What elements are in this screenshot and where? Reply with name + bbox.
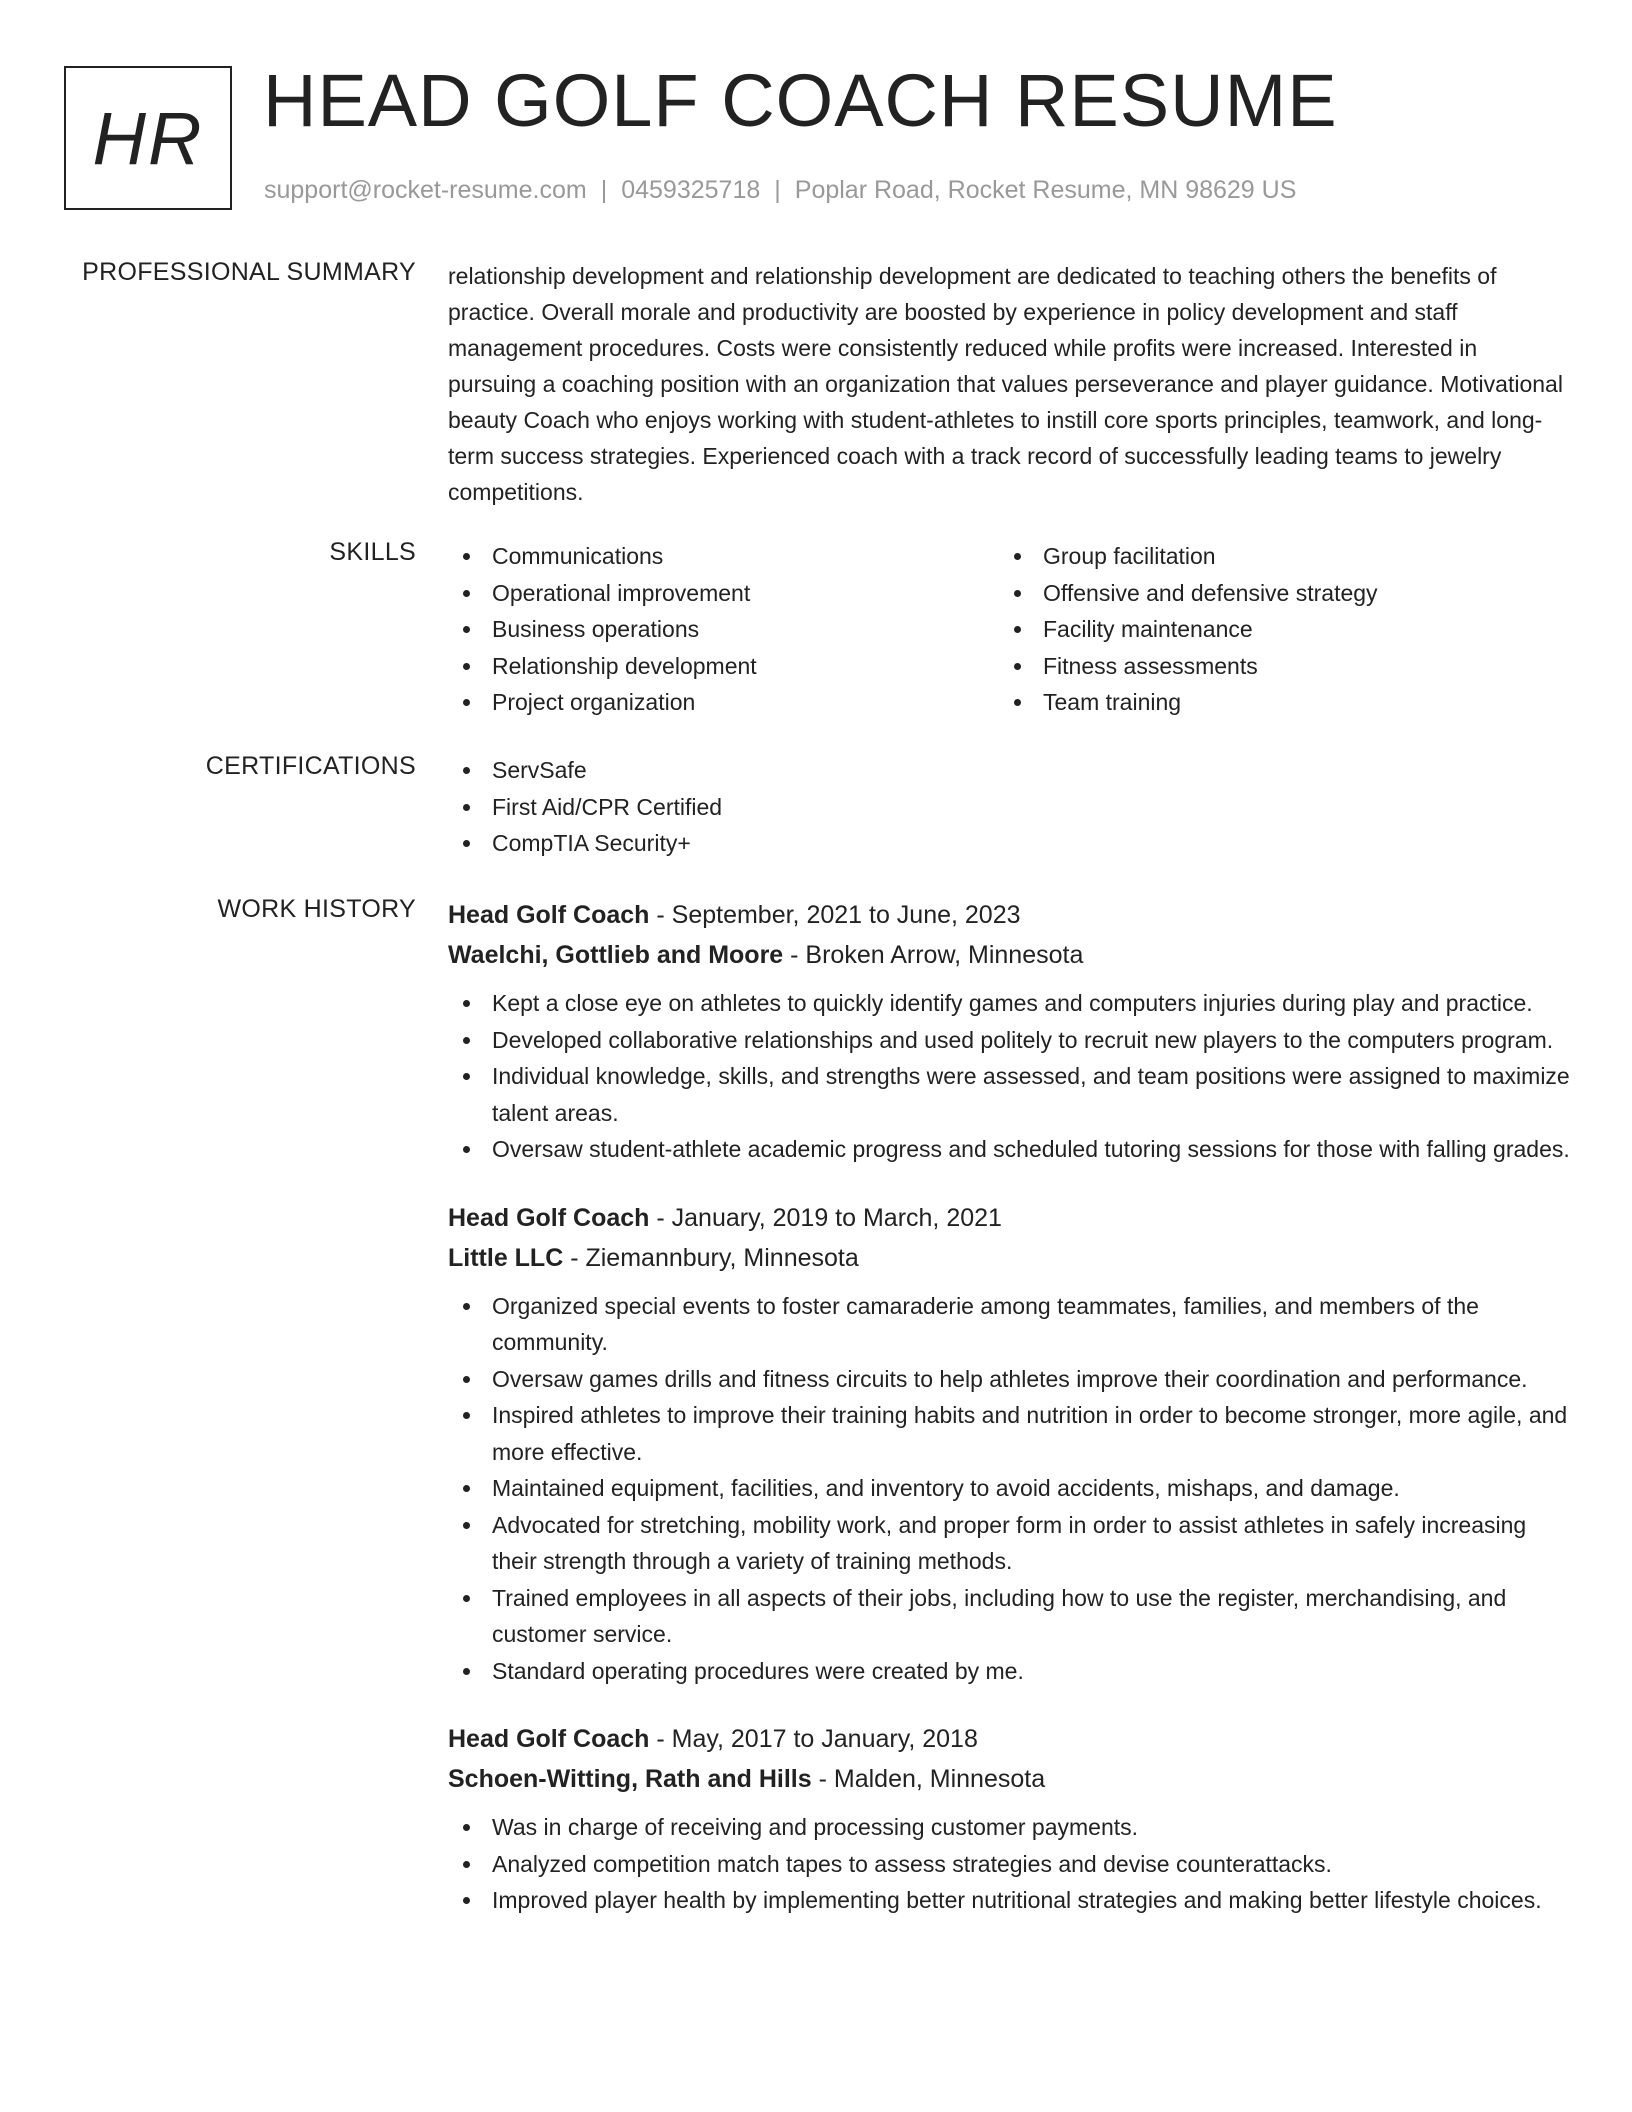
job-location: - Malden, Minnesota	[811, 1765, 1046, 1793]
list-item: Analyzed competition match tapes to assess strategies and devise counterattacks.	[448, 1846, 1570, 1883]
list-item: CompTIA Security+	[448, 825, 1570, 862]
list-item: Improved player health by implementing better nutritional strategies and making better lifestyle choices.	[448, 1882, 1570, 1919]
job-company: Little LLC	[448, 1243, 564, 1272]
certifications-body	[448, 752, 1570, 862]
skills-list-left	[448, 538, 999, 721]
list-item: Inspired athletes to improve their training habits and nutrition in order to become stronger, more agile, and more effective.	[448, 1397, 1570, 1470]
list-item: Advocated for stretching, mobility work, and proper form in order to assist athletes in safely increasing their strength through a variety of training methods.	[448, 1507, 1570, 1580]
list-item: Team training	[999, 684, 1550, 721]
list-item: Relationship development	[448, 648, 999, 685]
list-item: Communications	[448, 538, 999, 575]
job-company: Schoen-Witting, Rath and Hills	[448, 1765, 812, 1793]
job-entry	[448, 1198, 1570, 1690]
job-company-line	[448, 1759, 1570, 1799]
list-item: Fitness assessments	[999, 648, 1550, 685]
contact-separator: |	[600, 176, 608, 204]
contact-phone: 0459325718	[621, 176, 761, 204]
list-item: Operational improvement	[448, 575, 999, 612]
list-item: First Aid/CPR Certified	[448, 789, 1570, 826]
skills-list-right	[999, 538, 1550, 721]
job-title: Head Golf Coach	[448, 901, 650, 929]
job-dates: - May, 2017 to January, 2018	[649, 1725, 978, 1753]
list-item: Developed collaborative relationships and used politely to recruit new players to the computers program.	[448, 1022, 1570, 1059]
list-item: Individual knowledge, skills, and strengths were assessed, and team positions were assigned to maximize talent areas.	[448, 1058, 1570, 1131]
list-item: Trained employees in all aspects of their jobs, including how to use the register, merchandising, and customer service.	[448, 1580, 1570, 1653]
contact-address: Poplar Road, Rocket Resume, MN 98629 US	[794, 176, 1297, 204]
job-company-line	[448, 935, 1570, 975]
list-item: Standard operating procedures were created by me.	[448, 1653, 1570, 1690]
list-item: Project organization	[448, 684, 999, 721]
contact-separator: |	[774, 176, 781, 204]
list-item: Business operations	[448, 611, 999, 648]
monogram-logo	[64, 66, 232, 210]
job-entry	[448, 1719, 1570, 1919]
list-item: ServSafe	[448, 752, 1570, 789]
work-history-body	[448, 895, 1570, 1949]
certifications-list	[448, 752, 1570, 862]
monogram-initials: HR	[92, 96, 204, 180]
job-dates: - September, 2021 to June, 2023	[649, 901, 1021, 929]
list-item: Maintained equipment, facilities, and inventory to avoid accidents, mishaps, and damage.	[448, 1470, 1570, 1507]
job-title: Head Golf Coach	[448, 1203, 650, 1232]
job-entry	[448, 895, 1570, 1168]
contact-email: support@rocket-resume.com	[264, 176, 587, 204]
summary-text: relationship development and relationship development are dedicated to teaching others the benefits of practice. Overall morale and productivity are boosted by experience in policy development and staff management procedures. Costs were consistently reduced while profits were increased. Interested in pursuing a coaching position with an organization that values perseverance and player guidance. Motivational beauty Coach who enjoys working with student-athletes to instill core sports principles, teamwork, and long-term success strategies. Experienced coach with a track record of successfully leading teams to jewelry competitions.	[448, 263, 1563, 505]
list-item: Oversaw student-athlete academic progress and scheduled tutoring sessions for those with falling grades.	[448, 1131, 1570, 1168]
list-item: Group facilitation	[999, 538, 1550, 575]
list-item: Kept a close eye on athletes to quickly identify games and computers injuries during play and practice.	[448, 985, 1570, 1022]
job-company-line	[448, 1238, 1570, 1278]
job-title-line	[448, 895, 1570, 935]
work-history-heading: WORK HISTORY	[217, 895, 416, 923]
job-dates: - January, 2019 to March, 2021	[649, 1203, 1002, 1232]
job-location: - Ziemannbury, Minnesota	[563, 1243, 859, 1272]
list-item: Oversaw games drills and fitness circuits to help athletes improve their coordination and performance.	[448, 1361, 1570, 1398]
job-duties-list	[448, 1288, 1570, 1690]
job-title: Head Golf Coach	[448, 1725, 650, 1753]
list-item: Offensive and defensive strategy	[999, 575, 1550, 612]
job-duties-list	[448, 1809, 1570, 1919]
skills-heading: SKILLS	[329, 538, 416, 566]
page-title: HEAD GOLF COACH RESUME	[263, 59, 1338, 142]
job-title-line	[448, 1198, 1570, 1238]
job-company: Waelchi, Gottlieb and Moore	[448, 941, 784, 969]
certifications-heading: CERTIFICATIONS	[205, 752, 416, 780]
summary-heading: PROFESSIONAL SUMMARY	[82, 258, 416, 286]
job-title-line	[448, 1719, 1570, 1759]
job-duties-list	[448, 985, 1570, 1168]
job-location: - Broken Arrow, Minnesota	[783, 941, 1084, 969]
list-item: Was in charge of receiving and processing customer payments.	[448, 1809, 1570, 1846]
skills-grid	[448, 538, 1570, 721]
list-item: Organized special events to foster camaraderie among teammates, families, and members of the community.	[448, 1288, 1570, 1361]
list-item: Facility maintenance	[999, 611, 1550, 648]
contact-line	[264, 176, 1296, 205]
